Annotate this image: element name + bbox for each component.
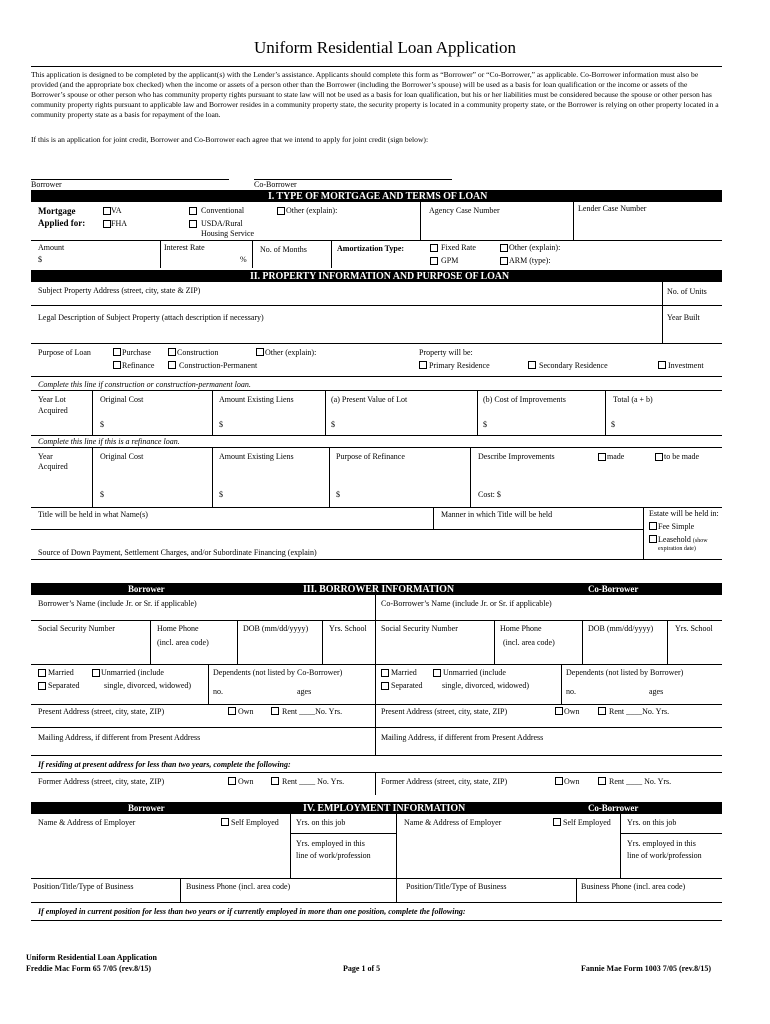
section-1-header — [31, 190, 722, 202]
coborrower-dependents-ages[interactable]: ages — [649, 687, 664, 696]
footer-freddie-mac: Freddie Mac Form 65 7/05 (rev.8/15) — [26, 964, 152, 973]
divider — [160, 240, 161, 268]
footer-page-number: Page 1 of 5 — [343, 964, 381, 973]
acquired-label: Acquired — [38, 406, 68, 415]
secondary-residence-label: Secondary Residence — [539, 361, 608, 370]
coborrower-rent-checkbox[interactable] — [598, 707, 606, 715]
refinance-label: Refinance — [122, 361, 155, 370]
rule — [31, 305, 722, 306]
investment-checkbox[interactable] — [658, 361, 666, 369]
amortization-type-label: Amortization Type: — [337, 244, 405, 253]
borrower-business-phone[interactable]: Business Phone (incl. area code) — [186, 882, 291, 891]
leasehold-label — [658, 536, 708, 544]
borrower-single-label: single, divorced, widowed) — [104, 681, 192, 690]
coborrower-former-rent-checkbox[interactable] — [598, 777, 606, 785]
coborrower-self-employed-label: Self Employed — [563, 818, 611, 827]
borrower-unmarried-checkbox[interactable] — [92, 669, 100, 677]
rule — [31, 390, 722, 391]
refinance-checkbox[interactable] — [113, 361, 121, 369]
coborrower-present-address[interactable]: Present Address (street, city, state, ZIP) — [381, 707, 508, 716]
divider — [494, 620, 495, 664]
rule — [31, 435, 722, 436]
coborrower-separated-checkbox[interactable] — [381, 682, 389, 690]
fha-checkbox[interactable] — [103, 220, 111, 228]
divider — [375, 772, 376, 795]
no-of-units[interactable]: No. of Units — [667, 287, 707, 296]
borrower-home-phone[interactable]: Home Phone — [157, 624, 199, 633]
section-4-title: IV. EMPLOYMENT INFORMATION — [303, 803, 466, 814]
borrower-own-label: Own — [238, 707, 254, 716]
va-checkbox[interactable] — [103, 207, 111, 215]
fee-simple-checkbox[interactable] — [649, 522, 657, 530]
divider — [325, 390, 326, 435]
borrower-former-own-label: Own — [238, 777, 254, 786]
rule — [31, 664, 722, 665]
leasehold-text: Leasehold — [658, 535, 691, 544]
divider — [643, 507, 644, 559]
title-rule — [31, 66, 722, 67]
divider — [331, 240, 332, 268]
divider — [92, 390, 93, 435]
conventional-checkbox[interactable] — [189, 207, 197, 215]
housing-service-label: Housing Service — [201, 229, 255, 238]
other-amort-label: Other (explain): — [509, 243, 561, 252]
describe-improvements-label: Describe Improvements — [478, 452, 555, 461]
rule — [31, 704, 722, 705]
divider — [237, 620, 238, 664]
section-4-borrower: Borrower — [128, 803, 165, 813]
coborrower-dependents-no[interactable]: no. — [566, 687, 576, 696]
divider — [208, 664, 209, 704]
coborrower-area-code: (incl. area code) — [503, 638, 555, 647]
rule — [31, 755, 722, 756]
divider — [620, 814, 621, 878]
rule — [31, 727, 722, 728]
applied-for-label: Applied for: — [38, 218, 86, 228]
cost-improvements-label: (b) Cost of Improvements — [483, 395, 566, 404]
coborrower-own-checkbox[interactable] — [555, 707, 563, 715]
legal-description[interactable]: Legal Description of Subject Property (attach description if necessary) — [38, 313, 264, 322]
rule — [290, 833, 396, 834]
borrower-position[interactable]: Position/Title/Type of Business — [33, 882, 134, 891]
divider — [212, 390, 213, 435]
rule — [31, 447, 722, 448]
rule — [31, 620, 722, 621]
borrower-dependents-ages[interactable]: ages — [297, 687, 312, 696]
borrower-former-address[interactable]: Former Address (street, city, state, ZIP) — [38, 777, 165, 786]
to-be-made-label: to be made — [664, 452, 700, 461]
divider — [662, 305, 663, 343]
borrower-yrs-job[interactable]: Yrs. on this job — [296, 818, 346, 827]
construction-checkbox[interactable] — [168, 348, 176, 356]
divider — [470, 447, 471, 507]
divider — [433, 507, 434, 529]
section-4-coborrower: Co-Borrower — [588, 803, 639, 813]
rule — [31, 559, 722, 560]
section-3-title: III. BORROWER INFORMATION — [303, 584, 454, 595]
interest-percent[interactable]: % — [240, 255, 247, 264]
borrower-rent-label: Rent ____No. Yrs. — [282, 707, 343, 716]
rule — [31, 772, 722, 773]
purpose-refinance-label: Purpose of Refinance — [336, 452, 405, 461]
form-title: Uniform Residential Loan Application — [253, 38, 517, 57]
coborrower-former-own-label: Own — [564, 777, 580, 786]
mortgage-label: Mortgage — [38, 206, 76, 216]
divider — [396, 814, 397, 902]
refi-original-cost-label: Original Cost — [100, 452, 144, 461]
lender-case-number[interactable]: Lender Case Number — [578, 204, 647, 213]
divider — [573, 202, 574, 240]
property-will-be-label: Property will be: — [419, 348, 473, 357]
coborrower-single-label: single, divorced, widowed) — [442, 681, 530, 690]
footer-form-title: Uniform Residential Loan Application — [26, 953, 157, 962]
section-3-coborrower: Co-Borrower — [588, 584, 639, 594]
divider — [576, 878, 577, 902]
present-value-label: (a) Present Value of Lot — [331, 395, 408, 404]
coborrower-own-label: Own — [564, 707, 580, 716]
coborrower-unmarried-checkbox[interactable] — [433, 669, 441, 677]
source-down-payment[interactable]: Source of Down Payment, Settlement Charges, and/or Subordinate Financing (explain) — [38, 548, 317, 557]
manner-title-held[interactable]: Manner in which Title will be held — [441, 510, 553, 519]
rule — [31, 902, 722, 903]
footer-fannie-mae: Fannie Mae Form 1003 7/05 (rev.8/15) — [581, 964, 712, 973]
divider — [150, 620, 151, 664]
title-held-names[interactable]: Title will be held in what Name(s) — [38, 510, 148, 519]
borrower-separated-checkbox[interactable] — [38, 682, 46, 690]
borrower-self-employed-label: Self Employed — [231, 818, 279, 827]
rule — [31, 529, 643, 530]
coborrower-former-own-checkbox[interactable] — [555, 777, 563, 785]
coborrower-position[interactable]: Position/Title/Type of Business — [406, 882, 507, 891]
estate-held-label: Estate will be held in: — [649, 509, 719, 518]
secondary-residence-checkbox[interactable] — [528, 361, 536, 369]
acquired-label-2: Acquired — [38, 462, 68, 471]
coborrower-dob[interactable]: DOB (mm/dd/yyyy) — [588, 624, 654, 633]
divider — [561, 664, 562, 704]
borrower-dependents-label: Dependents (not listed by Co-Borrower) — [213, 668, 343, 677]
borrower-signature-label: Borrower — [31, 180, 62, 189]
borrower-married-label: Married — [48, 668, 74, 677]
refi-original-cost-value[interactable]: $ — [100, 490, 104, 499]
section-2-title: II. PROPERTY INFORMATION AND PURPOSE OF LOAN — [250, 271, 510, 282]
construction-note: Complete this line if construction or construction-permanent loan. — [38, 380, 251, 389]
divider — [375, 595, 376, 755]
coborrower-yrs-job[interactable]: Yrs. on this job — [627, 818, 677, 827]
coborrower-former-rent-label: Rent ____ No. Yrs. — [609, 777, 672, 786]
other-mortgage-label: Other (explain): — [286, 206, 338, 215]
divider — [582, 620, 583, 664]
refi-existing-liens-label: Amount Existing Liens — [219, 452, 294, 461]
coborrower-employer[interactable]: Name & Address of Employer — [404, 818, 502, 827]
va-label: VA — [111, 206, 122, 215]
borrower-former-own-checkbox[interactable] — [228, 777, 236, 785]
coborrower-signature-label: Co-Borrower — [254, 180, 297, 189]
section-1-title: I. TYPE OF MORTGAGE AND TERMS OF LOAN — [268, 191, 488, 202]
fixed-rate-label: Fixed Rate — [441, 243, 476, 252]
amount-dollar[interactable]: $ — [38, 255, 42, 264]
no-of-months-label[interactable]: No. of Months — [260, 245, 307, 254]
borrower-dob[interactable]: DOB (mm/dd/yyyy) — [243, 624, 309, 633]
divider — [322, 620, 323, 664]
construction-label: Construction — [177, 348, 219, 357]
purchase-checkbox[interactable] — [113, 348, 121, 356]
cost-improvements-value[interactable]: $ — [483, 420, 487, 429]
borrower-employer[interactable]: Name & Address of Employer — [38, 818, 136, 827]
coborrower-self-employed-checkbox[interactable] — [553, 818, 561, 826]
total-label: Total (a + b) — [613, 395, 653, 404]
rule — [31, 343, 722, 344]
section-2-header — [31, 270, 722, 282]
section-3-borrower: Borrower — [128, 584, 165, 594]
borrower-separated-label: Separated — [48, 681, 80, 690]
other-purpose-checkbox[interactable] — [256, 348, 264, 356]
present-value-value[interactable]: $ — [331, 420, 335, 429]
section-4-header — [31, 802, 722, 814]
divider — [477, 390, 478, 435]
coborrower-home-phone[interactable]: Home Phone — [500, 624, 542, 633]
borrower-ssn[interactable]: Social Security Number — [38, 624, 115, 633]
year-lot-label: Year Lot — [38, 395, 66, 404]
amount-label: Amount — [38, 243, 65, 252]
existing-liens-label: Amount Existing Liens — [219, 395, 294, 404]
borrower-yrs-school[interactable]: Yrs. School — [329, 624, 367, 633]
construction-permanent-checkbox[interactable] — [168, 361, 176, 369]
year-label: Year — [38, 452, 53, 461]
made-label: made — [607, 452, 625, 461]
rule — [31, 240, 722, 241]
divider — [212, 447, 213, 507]
coborrower-separated-label: Separated — [391, 681, 423, 690]
divider — [420, 202, 421, 240]
gpm-label: GPM — [441, 256, 459, 265]
coborrower-yrs-employed-1[interactable]: Yrs. employed in this — [627, 839, 696, 848]
borrower-present-address[interactable]: Present Address (street, city, state, ZIP) — [38, 707, 165, 716]
made-checkbox[interactable] — [598, 453, 606, 461]
usda-label: USDA/Rural — [201, 219, 243, 228]
conventional-label: Conventional — [201, 206, 245, 215]
fha-label: FHA — [111, 219, 128, 228]
leasehold-checkbox[interactable] — [649, 535, 657, 543]
arm-checkbox[interactable] — [500, 257, 508, 265]
intro-paragraph: This application is designed to be completed by the applicant(s) with the Lender’s assistance. Applicants should complete this form as “Borrower” or “Co-Borrower,” as applicable. Co-Borrower information must also be provided (and the appropriate box checked) when the income or assets of a person other than the Borrower (including the Borrower’s spouse) will be used as a basis for loan qualification or the income or assets of the Borrower’s spouse or other person who has community property rights pursuant to state law will not be used as a basis for loan qualification, but his or her liabilities must be considered because the spouse or other person has community property rights pursuant to applicable law and Borrower resides in a community property state, the security property is located in a community property state, or the Borrower is relying on other property located in a community property state as a basis for repayment of the loan. — [31, 70, 719, 119]
existing-liens-value[interactable]: $ — [219, 420, 223, 429]
borrower-yrs-employed-1[interactable]: Yrs. employed in this — [296, 839, 365, 848]
fixed-rate-checkbox[interactable] — [430, 244, 438, 252]
coborrower-unmarried-label: Unmarried (include — [443, 668, 506, 677]
coborrower-yrs-school[interactable]: Yrs. School — [675, 624, 713, 633]
employment-note: If employed in current position for less than two years or if currently employed in more than one position, complete the following: — [38, 907, 466, 916]
rule — [31, 507, 722, 508]
divider — [662, 282, 663, 305]
borrower-rent-checkbox[interactable] — [271, 707, 279, 715]
usda-checkbox[interactable] — [189, 220, 197, 228]
coborrower-former-address[interactable]: Former Address (street, city, state, ZIP) — [381, 777, 508, 786]
primary-residence-label: Primary Residence — [429, 361, 490, 370]
borrower-former-rent-label: Rent ____ No. Yrs. — [282, 777, 345, 786]
divider — [92, 447, 93, 507]
fee-simple-label: Fee Simple — [658, 522, 695, 531]
primary-residence-checkbox[interactable] — [419, 361, 427, 369]
expiration-date-label: expiration date) — [658, 546, 696, 552]
coborrower-name[interactable]: Co-Borrower’s Name (include Jr. or Sr. if applicable) — [381, 599, 552, 608]
agency-case-number[interactable]: Agency Case Number — [429, 206, 500, 215]
joint-credit-text: If this is an application for joint credit, Borrower and Co-Borrower each agree that we intend to apply for joint credit (sign below): — [31, 135, 429, 144]
divider — [329, 447, 330, 507]
section-3-header — [31, 583, 722, 595]
coborrower-ssn[interactable]: Social Security Number — [381, 624, 458, 633]
construction-permanent-label: Construction-Permanent — [179, 361, 258, 370]
borrower-yrs-employed-2: line of work/profession — [296, 851, 371, 860]
coborrower-dependents-label: Dependents (not listed by Borrower) — [566, 668, 684, 677]
borrower-unmarried-label: Unmarried (include — [101, 668, 164, 677]
coborrower-yrs-employed-2: line of work/profession — [627, 851, 702, 860]
coborrower-business-phone[interactable]: Business Phone (incl. area code) — [581, 882, 686, 891]
improvements-cost[interactable]: Cost: $ — [478, 490, 501, 499]
borrower-mailing-address[interactable]: Mailing Address, if different from Present Address — [38, 733, 201, 742]
year-built[interactable]: Year Built — [667, 313, 700, 322]
purpose-of-loan-label: Purpose of Loan — [38, 348, 91, 357]
purpose-refinance-value[interactable]: $ — [336, 490, 340, 499]
coborrower-married-label: Married — [391, 668, 417, 677]
leasehold-show: (show — [692, 538, 708, 544]
coborrower-rent-label: Rent ____No. Yrs. — [609, 707, 670, 716]
other-amort-checkbox[interactable] — [500, 244, 508, 252]
refi-existing-liens-value[interactable]: $ — [219, 490, 223, 499]
to-be-made-checkbox[interactable] — [655, 453, 663, 461]
original-cost-value[interactable]: $ — [100, 420, 104, 429]
rule — [31, 878, 722, 879]
borrower-former-rent-checkbox[interactable] — [271, 777, 279, 785]
arm-label: ARM (type): — [509, 256, 551, 265]
borrower-area-code: (incl. area code) — [157, 638, 209, 647]
other-mortgage-checkbox[interactable] — [277, 207, 285, 215]
gpm-checkbox[interactable] — [430, 257, 438, 265]
total-value[interactable]: $ — [611, 420, 615, 429]
purchase-label: Purchase — [122, 348, 151, 357]
divider — [180, 878, 181, 902]
coborrower-married-checkbox[interactable] — [381, 669, 389, 677]
original-cost-label: Original Cost — [100, 395, 144, 404]
divider — [667, 620, 668, 664]
residing-note: If residing at present address for less than two years, complete the following: — [38, 760, 291, 769]
borrower-dependents-no[interactable]: no. — [213, 687, 223, 696]
divider — [605, 390, 606, 435]
rule — [620, 833, 722, 834]
divider — [252, 240, 253, 268]
borrower-married-checkbox[interactable] — [38, 669, 46, 677]
borrower-name[interactable]: Borrower’s Name (include Jr. or Sr. if applicable) — [38, 599, 197, 608]
subject-property-address[interactable]: Subject Property Address (street, city, state & ZIP) — [38, 286, 201, 295]
refinance-note: Complete this line if this is a refinance loan. — [38, 437, 180, 446]
rule — [31, 376, 722, 377]
interest-rate-label: Interest Rate — [164, 243, 205, 252]
rule — [31, 920, 722, 921]
other-purpose-label: Other (explain): — [265, 348, 317, 357]
borrower-own-checkbox[interactable] — [228, 707, 236, 715]
coborrower-mailing-address[interactable]: Mailing Address, if different from Present Address — [381, 733, 544, 742]
investment-label: Investment — [668, 361, 704, 370]
borrower-self-employed-checkbox[interactable] — [221, 818, 229, 826]
divider — [290, 814, 291, 878]
